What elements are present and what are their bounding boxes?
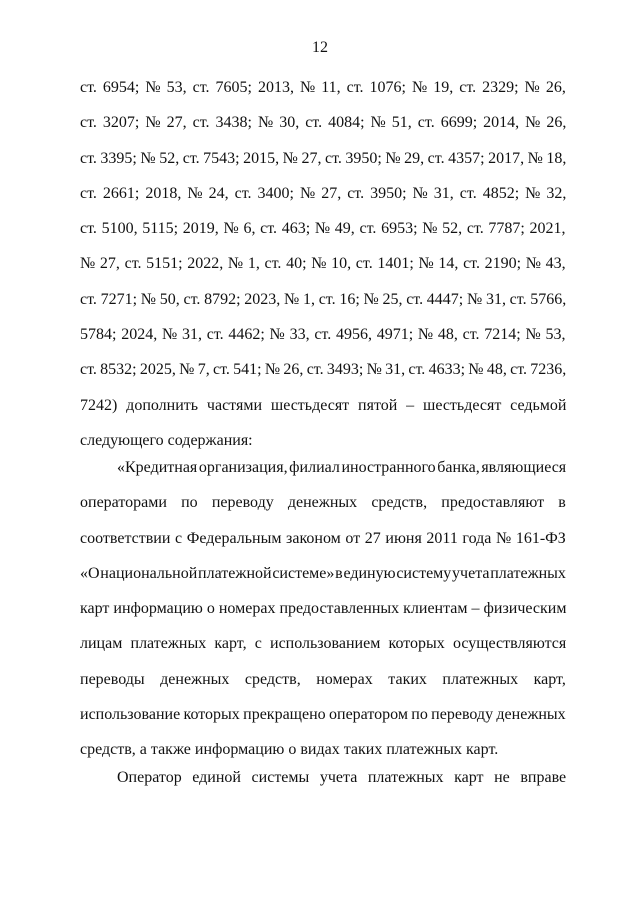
page-number: 12 bbox=[312, 39, 328, 56]
paragraph-legislation-references bbox=[80, 70, 566, 458]
paragraph-credit-organization bbox=[80, 450, 566, 768]
text-line: ст. 5100, 5115; 2019, № 6, ст. 463; № 49, ст. 6953; № 52, ст. 7787; 2021, bbox=[80, 220, 566, 238]
text-line: ст. 7271; № 50, ст. 8792; 2023, № 1, ст. 16; № 25, ст. 4447; № 31, ст. 5766, bbox=[80, 290, 567, 308]
text-line: средств, а также информацию о видах таких платежных карт. bbox=[80, 741, 499, 759]
text-line: использование которых прекращено оператором по переводу денежных bbox=[80, 706, 566, 724]
text-line: ст. 3207; № 27, ст. 3438; № 30, ст. 4084; № 51, ст. 6699; 2014, № 26, bbox=[80, 114, 567, 132]
text-line: ст. 8532; 2025, № 7, ст. 541; № 26, ст. 3493; № 31, ст. 4633; № 48, ст. 7236, bbox=[80, 361, 567, 379]
text-line: следующего содержания: bbox=[80, 431, 253, 449]
text-line: карт информацию о номерах предоставленных клиентам – физическим bbox=[80, 600, 567, 618]
text-line: переводы денежных средств, номерах таких платежных карт, bbox=[80, 670, 566, 688]
text-line: Оператор единой системы учета платежных карт не вправе bbox=[117, 769, 567, 786]
text-line: ст. 6954; № 53, ст. 7605; 2013, № 11, ст. 1076; № 19, ст. 2329; № 26, bbox=[80, 79, 566, 96]
text-line: соответствии с Федеральным законом от 27 июня 2011 года № 161-ФЗ bbox=[80, 529, 566, 547]
text-line: «О национальной платежной системе» в единую систему учета платежных bbox=[80, 564, 566, 582]
text-line: лицам платежных карт, с использованием которых осуществляются bbox=[80, 635, 567, 653]
text-line: ст. 3395; № 52, ст. 7543; 2015, № 27, ст. 3950; № 29, ст. 4357; 2017, № 18, bbox=[80, 149, 567, 167]
text-line: 7242) дополнить частями шестьдесят пятой – шестьдесят седьмой bbox=[80, 396, 567, 414]
text-line: ст. 2661; 2018, № 24, ст. 3400; № 27, ст. 3950; № 31, ст. 4852; № 32, bbox=[80, 184, 567, 202]
paragraph-card-system-operator bbox=[80, 760, 566, 795]
text-line: операторами по переводу денежных средств, предоставляют в bbox=[80, 494, 566, 512]
text-line: «Кредитная организация, филиал иностранного банка, являющиеся bbox=[117, 459, 567, 476]
text-line: № 27, ст. 5151; 2022, № 1, ст. 40; № 10, ст. 1401; № 14, ст. 2190; № 43, bbox=[80, 255, 566, 273]
text-line: 5784; 2024, № 31, ст. 4462; № 33, ст. 4956, 4971; № 48, ст. 7214; № 53, bbox=[80, 326, 566, 344]
